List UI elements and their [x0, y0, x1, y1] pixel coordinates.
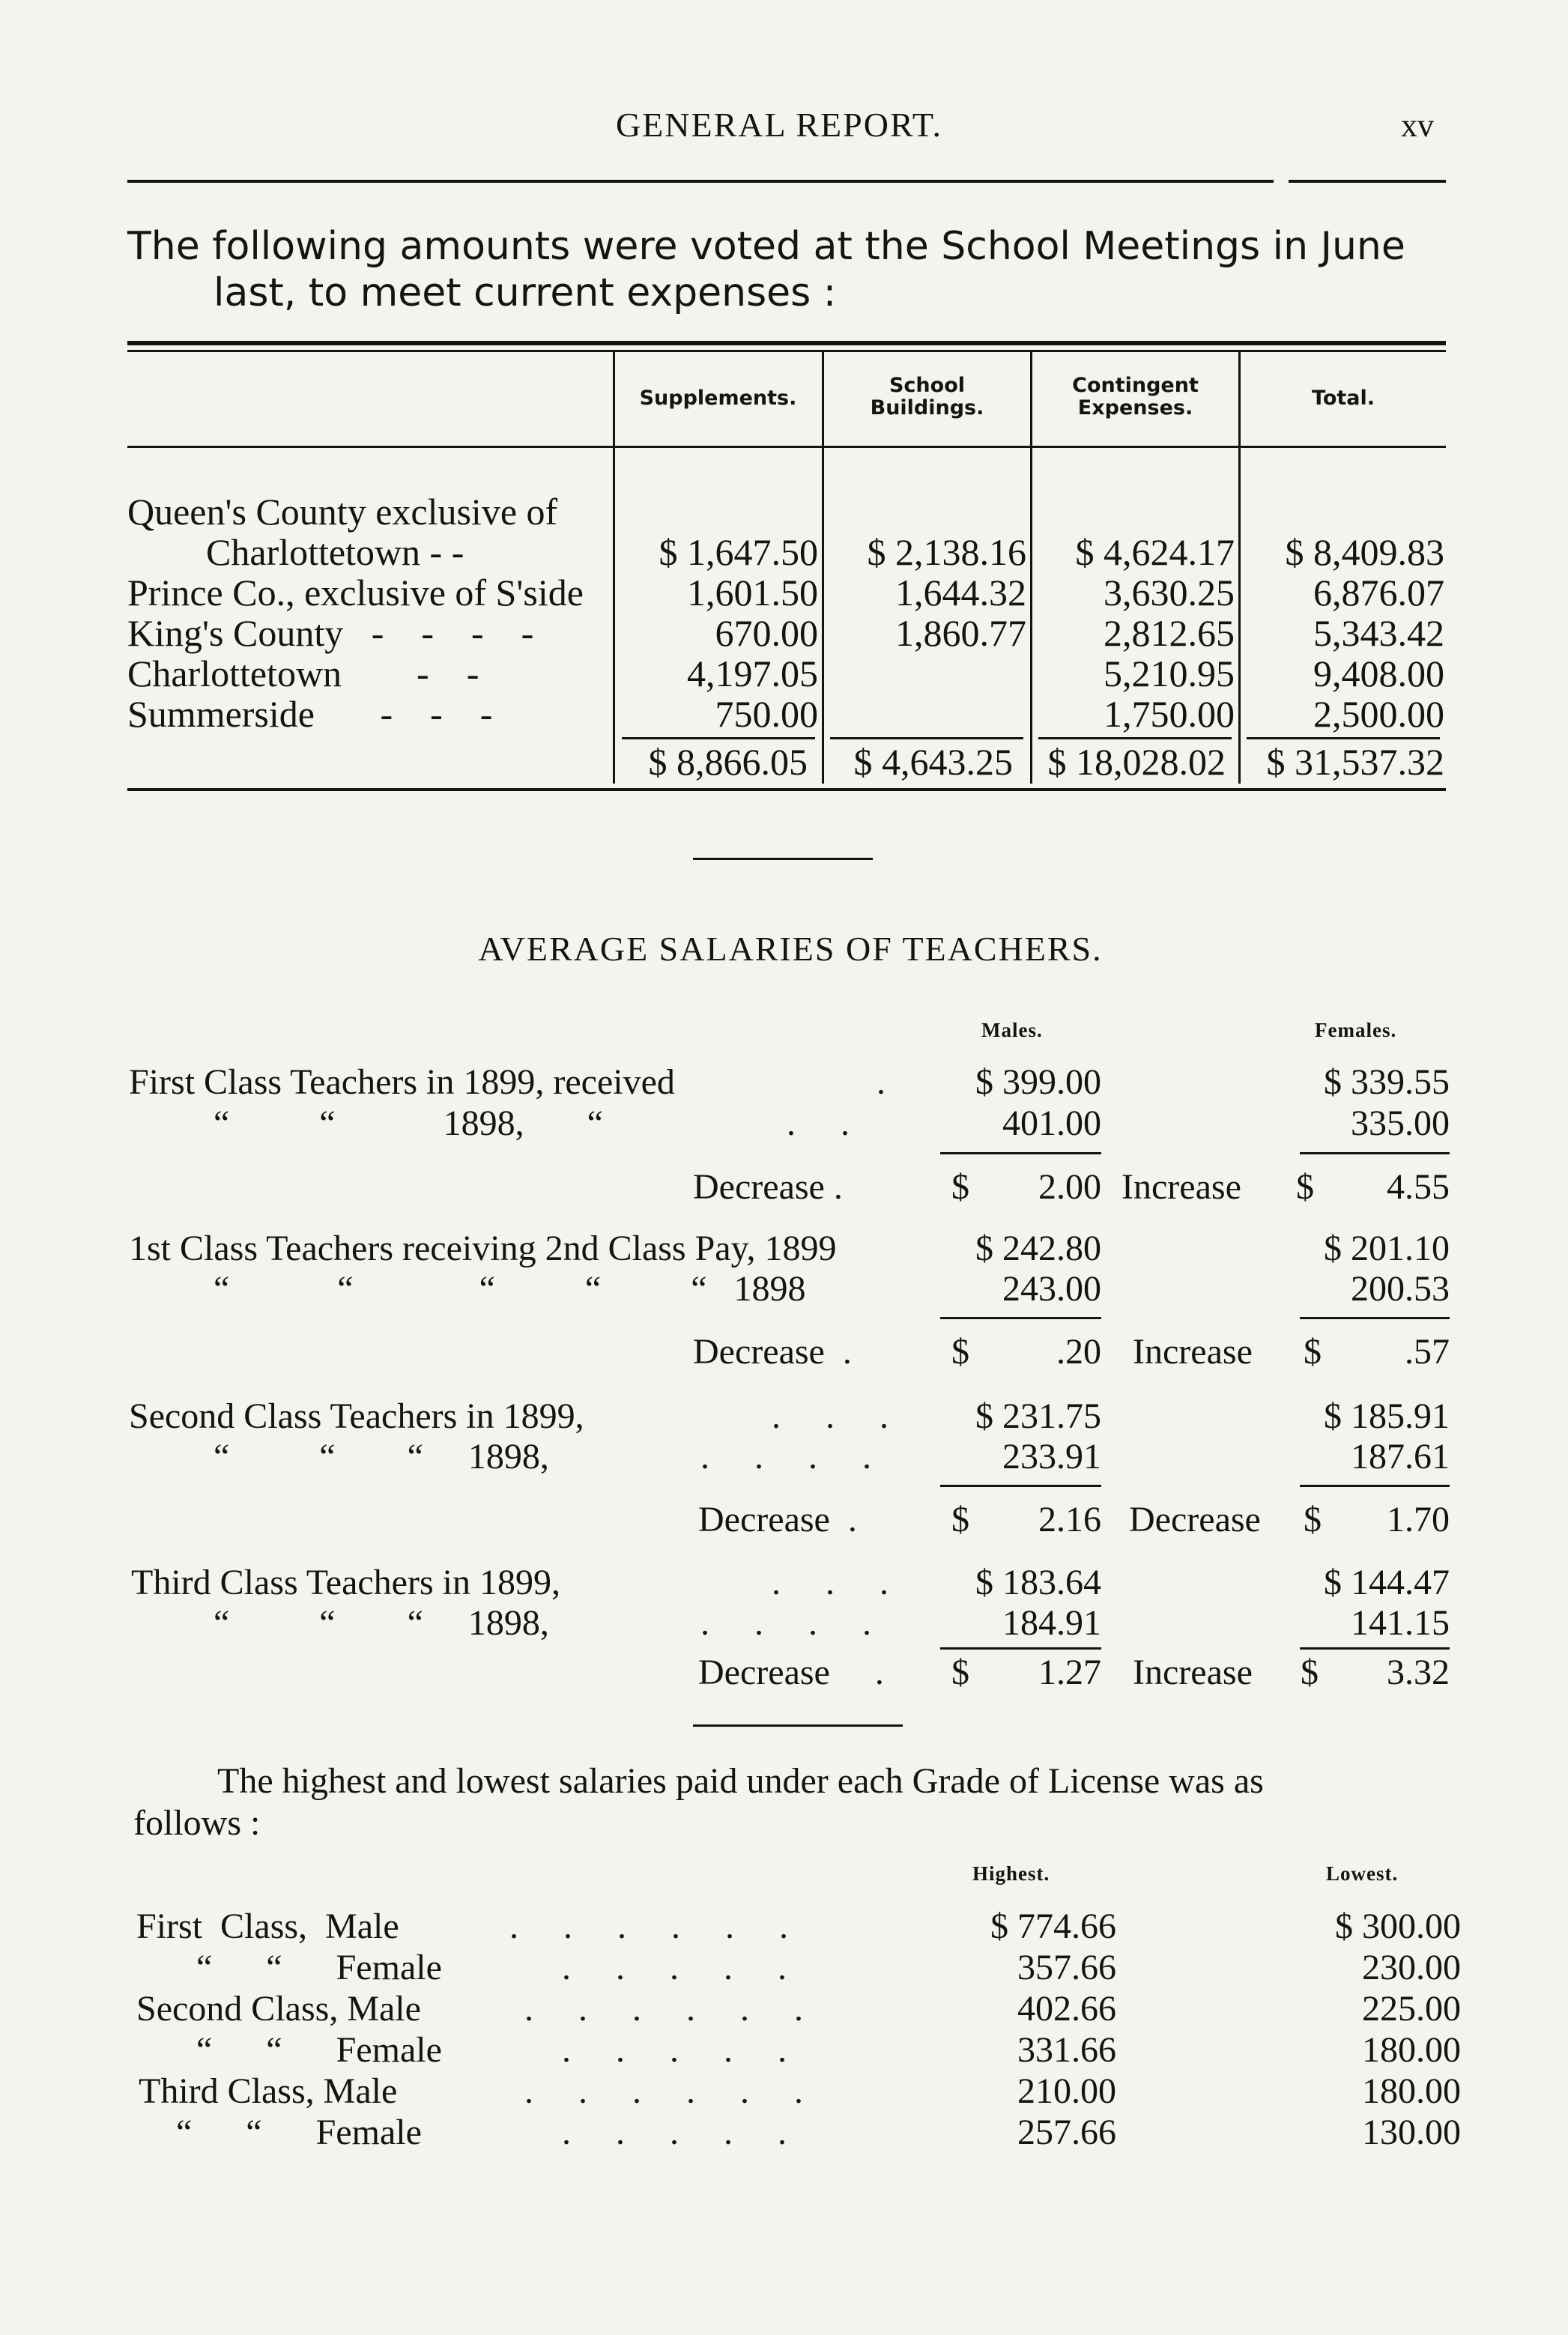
salary-row-label: “ “ “ “ “ 1898 [214, 1269, 806, 1309]
lowest-value: $ 300.00 [1335, 1907, 1461, 1946]
males-value: 401.00 [1002, 1103, 1101, 1143]
leader-dots: . [877, 1062, 886, 1102]
col-header-females: Females. [1315, 1019, 1397, 1041]
cell-contingent: $ 4,624.17 [1075, 531, 1235, 573]
col-header-supplements: Supplements. [639, 387, 797, 410]
cell-supplements: 4,197.05 [687, 652, 818, 694]
salaries-title: AVERAGE SALARIES OF TEACHERS. [478, 930, 1103, 968]
table-top-rule-thin [127, 350, 1446, 352]
leader-dots: . . [787, 1103, 850, 1143]
males-value: 184.91 [1002, 1603, 1101, 1643]
cell-total: 9,408.00 [1313, 652, 1444, 694]
females-value: $ 201.10 [1324, 1229, 1450, 1268]
col-header-males: Males. [981, 1019, 1043, 1041]
lowest-value: 180.00 [1362, 2030, 1461, 2070]
sum-rule [830, 737, 1023, 739]
change-label: Decrease . [693, 1332, 852, 1372]
leader-dots: . . . [772, 1563, 889, 1602]
highest-value: 331.66 [1017, 2030, 1116, 2070]
salary-row-label: First Class Teachers in 1899, received [129, 1062, 675, 1102]
range-row-label: “ “ Female [196, 2030, 442, 2070]
males-value: $ 399.00 [975, 1062, 1101, 1102]
page-number: xv [1401, 107, 1434, 144]
lowest-value: 230.00 [1362, 1948, 1461, 1987]
table-row-label: Summerside - - - [127, 693, 493, 735]
cell-supplements: 750.00 [715, 693, 818, 735]
sum-rule [940, 1317, 1101, 1319]
salary-row-label: Second Class Teachers in 1899, [129, 1396, 584, 1436]
header-rule-short [1289, 180, 1446, 183]
males-change-sign: $ [951, 1332, 969, 1372]
cell-supplements: 1,601.50 [687, 572, 818, 614]
cell-total: 6,876.07 [1313, 572, 1444, 614]
salary-row-label: “ “ “ 1898, [214, 1603, 549, 1643]
females-change: 3.32 [1387, 1653, 1450, 1692]
highest-value: $ 774.66 [990, 1907, 1116, 1946]
col-header-buildings-2: Buildings. [870, 396, 984, 420]
total-contingent: $ 18,028.02 [1047, 741, 1226, 783]
females-value: $ 144.47 [1324, 1563, 1450, 1602]
header-rule [127, 180, 1274, 183]
females-change-sign: $ [1304, 1332, 1322, 1372]
range-row-label: “ “ Female [196, 1948, 442, 1987]
females-value: $ 339.55 [1324, 1062, 1450, 1102]
highest-value: 257.66 [1017, 2113, 1116, 2152]
sum-rule [940, 1152, 1101, 1154]
males-change: 1.27 [1038, 1653, 1101, 1692]
males-change-sign: $ [951, 1653, 969, 1692]
range-paragraph-line-1: The highest and lowest salaries paid under each Grade of License was as [217, 1761, 1264, 1801]
highest-value: 357.66 [1017, 1948, 1116, 1987]
col-header-contingent-2: Expenses. [1077, 396, 1193, 420]
leader-dots: . . . . [700, 1437, 871, 1477]
col-header-buildings-1: School [889, 374, 966, 397]
total-total: $ 31,537.32 [1266, 741, 1444, 783]
males-value: 233.91 [1002, 1437, 1101, 1477]
cell-contingent: 2,812.65 [1104, 612, 1235, 654]
leader-dots: . . . . . [562, 2113, 787, 2152]
highest-value: 210.00 [1017, 2071, 1116, 2111]
header-bottom-rule [127, 446, 1446, 448]
males-change: .20 [1056, 1332, 1101, 1372]
total-supplements: $ 8,866.05 [648, 741, 808, 783]
cell-buildings: 1,644.32 [895, 572, 1026, 614]
change-label: Decrease . [698, 1653, 884, 1692]
range-row-label: Third Class, Male [139, 2071, 398, 2111]
females-change-label: Increase [1121, 1167, 1241, 1207]
range-row-label: “ “ Female [176, 2113, 422, 2152]
sum-rule [1300, 1485, 1450, 1487]
males-change: 2.00 [1038, 1167, 1101, 1207]
salary-row-label: 1st Class Teachers receiving 2nd Class Pay, 1899 [129, 1229, 837, 1268]
leader-dots: . . . . . . [524, 1989, 803, 2029]
males-value: 243.00 [1002, 1269, 1101, 1309]
range-row-label: Second Class, Male [136, 1989, 421, 2029]
females-change-sign: $ [1296, 1167, 1314, 1207]
sum-rule [1300, 1152, 1450, 1154]
salary-row-label: “ “ 1898, “ [214, 1103, 603, 1143]
table-row-label: Charlottetown - - [127, 652, 479, 694]
leader-dots: . . . . . [562, 2030, 787, 2070]
females-change-label: Increase [1133, 1332, 1253, 1372]
intro-line-2: last, to meet current expenses : [214, 270, 837, 315]
col-header-highest: Highest. [972, 1862, 1050, 1885]
total-buildings: $ 4,643.25 [853, 741, 1013, 783]
range-row-label: First Class, Male [136, 1907, 399, 1946]
sum-rule [622, 737, 815, 739]
sum-rule [1038, 737, 1232, 739]
cell-total: $ 8,409.83 [1285, 531, 1444, 573]
females-value: 335.00 [1351, 1103, 1450, 1143]
males-change-sign: $ [951, 1500, 969, 1539]
range-paragraph-line-2: follows : [133, 1803, 261, 1843]
highest-value: 402.66 [1017, 1989, 1116, 2029]
cell-total: 2,500.00 [1313, 693, 1444, 735]
leader-dots: . . . [772, 1396, 889, 1436]
males-change: 2.16 [1038, 1500, 1101, 1539]
section-divider [693, 1724, 903, 1727]
col-header-lowest: Lowest. [1326, 1862, 1399, 1885]
change-label: Decrease . [693, 1167, 843, 1207]
leader-dots: . . . . [700, 1603, 871, 1643]
females-change-sign: $ [1304, 1500, 1322, 1539]
sum-rule [940, 1485, 1101, 1487]
table-row-label: Charlottetown - - [206, 531, 464, 573]
females-value: $ 185.91 [1324, 1396, 1450, 1436]
leader-dots: . . . . . [562, 1948, 787, 1987]
sum-rule [940, 1647, 1101, 1650]
sum-rule [1300, 1647, 1450, 1650]
females-value: 200.53 [1351, 1269, 1450, 1309]
cell-total: 5,343.42 [1313, 612, 1444, 654]
leader-dots: . . . . . . [524, 2071, 803, 2111]
lowest-value: 130.00 [1362, 2113, 1461, 2152]
females-change: 4.55 [1387, 1167, 1450, 1207]
leader-dots: . . . . . . [509, 1907, 788, 1946]
females-change: 1.70 [1387, 1500, 1450, 1539]
cell-contingent: 1,750.00 [1104, 693, 1235, 735]
cell-supplements: 670.00 [715, 612, 818, 654]
section-divider [693, 858, 873, 860]
cell-contingent: 5,210.95 [1104, 652, 1235, 694]
lowest-value: 225.00 [1362, 1989, 1461, 2029]
cell-supplements: $ 1,647.50 [659, 531, 818, 573]
females-value: 187.61 [1351, 1437, 1450, 1477]
table-row-label: Prince Co., exclusive of S'side [127, 572, 584, 614]
males-value: $ 183.64 [975, 1563, 1101, 1602]
table-top-rule [127, 341, 1446, 345]
females-change-label: Increase [1133, 1653, 1253, 1692]
cell-buildings: $ 2,138.16 [867, 531, 1026, 573]
sum-rule [1247, 737, 1440, 739]
females-change-label: Decrease [1129, 1500, 1261, 1539]
males-value: $ 242.80 [975, 1229, 1101, 1268]
cell-contingent: 3,630.25 [1104, 572, 1235, 614]
females-value: 141.15 [1351, 1603, 1450, 1643]
males-change-sign: $ [951, 1167, 969, 1207]
salary-row-label: Third Class Teachers in 1899, [131, 1563, 560, 1602]
sum-rule [1300, 1317, 1450, 1319]
change-label: Decrease . [698, 1500, 857, 1539]
col-header-contingent-1: Contingent [1072, 374, 1199, 397]
col-header-total: Total. [1311, 387, 1375, 410]
table-row-label: King's County - - - - [127, 612, 534, 654]
lowest-value: 180.00 [1362, 2071, 1461, 2111]
females-change-sign: $ [1301, 1653, 1319, 1692]
page-header-title: GENERAL REPORT. [615, 106, 943, 144]
salary-row-label: “ “ “ 1898, [214, 1437, 549, 1477]
females-change: .57 [1405, 1332, 1450, 1372]
table-row-label: Queen's County exclusive of [127, 491, 558, 533]
cell-buildings: 1,860.77 [895, 612, 1026, 654]
males-value: $ 231.75 [975, 1396, 1101, 1436]
table-bottom-rule [127, 788, 1446, 791]
intro-line-1: The following amounts were voted at the School Meetings in June [127, 224, 1405, 269]
